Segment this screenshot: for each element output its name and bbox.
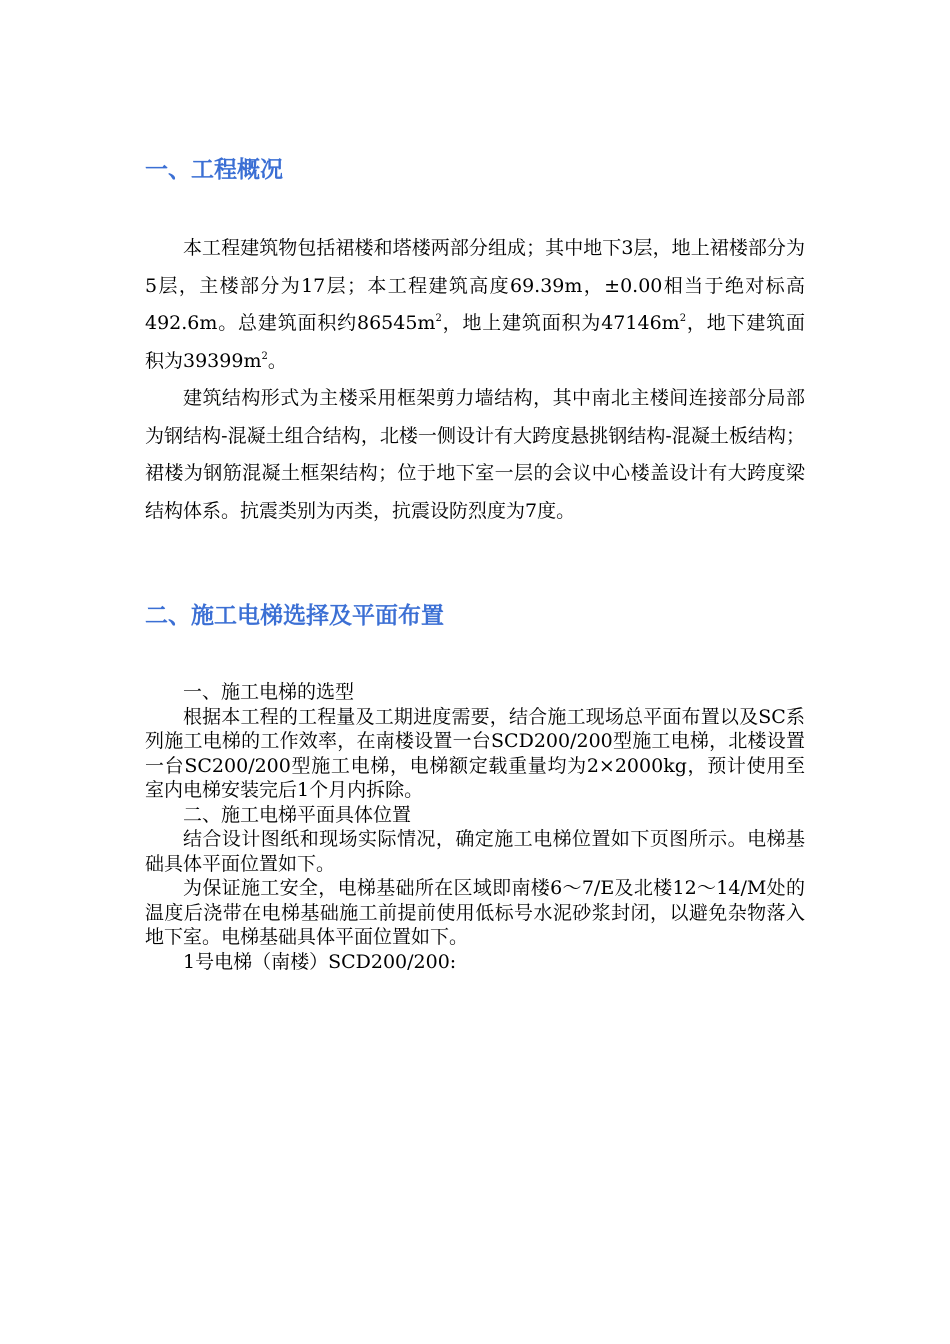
- area-unit-superscript: 2: [435, 313, 442, 324]
- elevator-section: [145, 680, 805, 974]
- overview-text-4: 。: [267, 349, 287, 372]
- overview-text-1: 本工程建筑物包括裙楼和塔楼两部分组成；其中地下3层，地上裙楼部分为5层，主楼部分为17层；本工程建筑高度69.39m，±0.00相当于绝对标高492.6m。总建筑面积约86545m: [145, 237, 805, 334]
- overview-paragraph-1: [145, 230, 805, 380]
- subheading-position: 二、施工电梯平面具体位置: [183, 803, 412, 826]
- overview-text-3: ，地下建筑面积为39399m: [145, 312, 805, 372]
- elevator-paragraph-4: 1号电梯（南楼）SCD200/200:: [183, 950, 457, 973]
- overview-paragraph-2: 建筑结构形式为主楼采用框架剪力墙结构，其中南北主楼间连接部分局部为钢结构-混凝土组合结构，北楼一侧设计有大跨度悬挑钢结构-混凝土板结构；裙楼为钢筋混凝土框架结构；位于地下室一层的会议中心楼盖设计有大跨度梁结构体系。抗震类别为丙类，抗震设防烈度为7度。: [145, 387, 805, 522]
- overview-section: [145, 230, 805, 530]
- elevator-paragraph-3: 为保证施工安全，电梯基础所在区域即南楼6～7/E及北楼12～14/M处的温度后浇带在电梯基础施工前提前使用低标号水泥砂浆封闭，以避免杂物落入地下室。电梯基础具体平面位置如下。: [145, 877, 805, 948]
- subheading-selection: 一、施工电梯的选型: [183, 681, 355, 703]
- section-heading-elevator: 二、施工电梯选择及平面布置: [145, 603, 444, 629]
- elevator-paragraph-2: 结合设计图纸和现场实际情况，确定施工电梯位置如下页图所示。电梯基础具体平面位置如下。: [145, 828, 805, 875]
- elevator-paragraph-1: 根据本工程的工程量及工期进度需要，结合施工现场总平面布置以及SC系列施工电梯的工作效率，在南楼设置一台SCD200/200型施工电梯，北楼设置一台SC200/200型施工电梯，电梯额定载重量均为2×2000kg，预计使用至室内电梯安装完后1个月内拆除。: [145, 705, 805, 801]
- area-unit-superscript: 2: [679, 313, 687, 324]
- section-heading-overview: 一、工程概况: [145, 157, 283, 183]
- overview-text-2: ，地上建筑面积为47146m: [441, 312, 680, 334]
- area-unit-superscript: 2: [261, 350, 268, 362]
